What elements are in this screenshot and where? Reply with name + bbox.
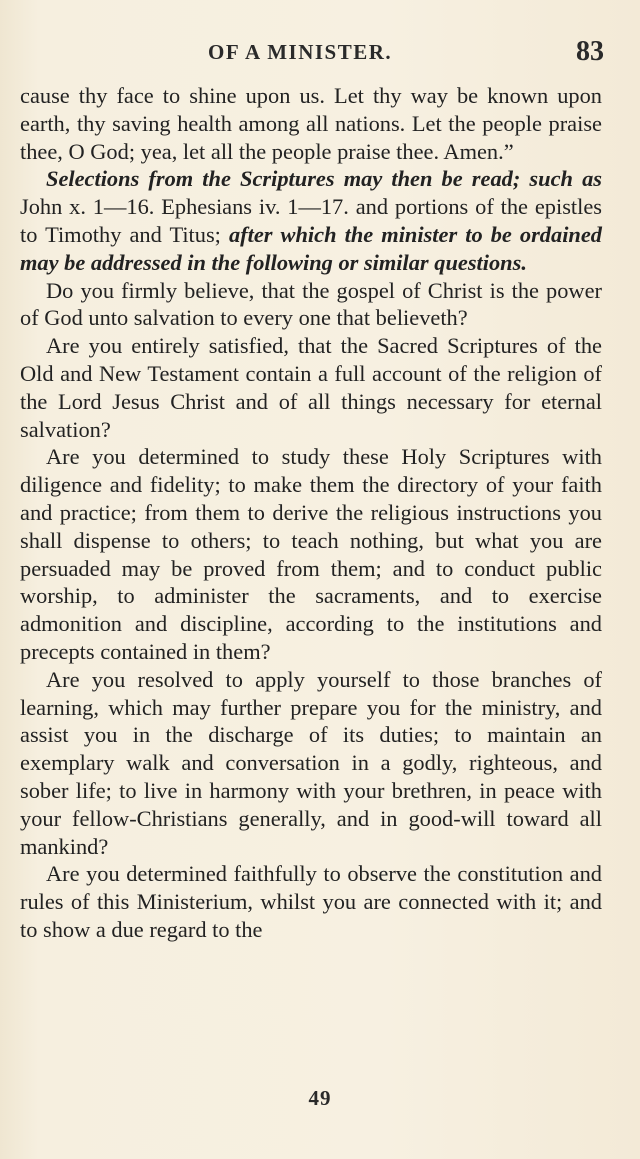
signature-mark: 49 — [308, 1086, 332, 1110]
paragraph-prayer-ending: cause thy face to shine upon us. Let thy way be known upon earth, thy saving health among all nations. Let the people praise thee, O God; yea, let all the people praise thee. Amen.” — [20, 83, 602, 164]
question-scriptures: Are you entirely satisfied, that the Sacred Scriptures of the Old and New Testament contain a full account of the religion of the Lord Jesus Christ and of all things necessary for eternal salvation? — [20, 333, 602, 442]
question-learning: Are you resolved to apply yourself to those branches of learning, which may further prepare you for the ministry, and assist you in the discharge of its duties; to maintain an exemplary walk and conversation in a godly, righteous, and sober life; to live in harmony with your brethren, in peace with your fellow-Christians generally, and in good-will toward all mankind? — [20, 666, 602, 859]
running-head: OF A MINISTER. — [208, 40, 393, 64]
question-study: Are you determined to study these Holy Scriptures with diligence and fidelity; to make them the directory of your faith and practice; from them to derive the religious instructions you shall dispense to others; to teach nothing, but what you are persuaded may be proved from them; and to conduct public worship, to administer the sacraments, and to exercise admonition and discipline, according to the institutions and precepts contained in them? — [20, 444, 602, 664]
question-constitution: Are you determined faithfully to observe the constitution and rules of this Ministerium, whilst you are connected with it; and to show a due regard to the — [20, 861, 602, 942]
rubric-selections: Selections from the Scriptures may then be read; such as — [46, 166, 602, 192]
rubric-questions: after which the minister to be ordained may be addressed in the following or similar questions. — [20, 221, 602, 275]
paragraph-scripture-rubric — [20, 165, 602, 276]
page-header — [20, 36, 604, 68]
page-footer — [0, 1086, 640, 1111]
page-number: 83 — [576, 36, 604, 67]
scripture-references: John x. 1—16. Ephesians iv. 1—17. and portions of the epistles to Timothy and Titus; — [20, 194, 602, 247]
question-gospel: Do you firmly believe, that the gospel of Christ is the power of God unto salvation to every one that believeth? — [20, 277, 602, 331]
body-text — [20, 82, 602, 944]
